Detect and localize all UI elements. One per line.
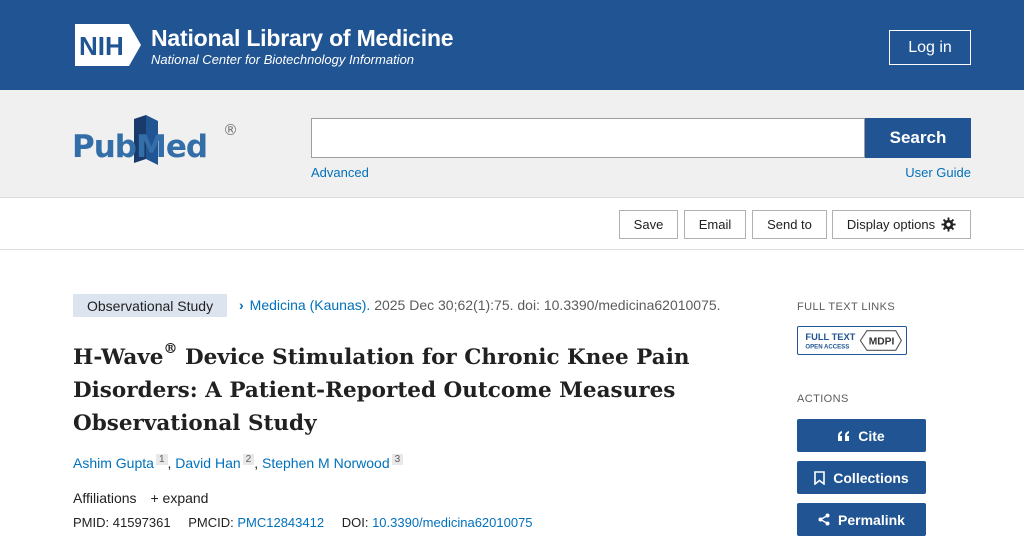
- title-part-1: H-Wave: [73, 345, 164, 371]
- expand-label: expand: [162, 490, 209, 506]
- share-icon: [818, 513, 830, 526]
- nih-title[interactable]: National Library of Medicine: [151, 25, 454, 51]
- advanced-search-link[interactable]: Advanced: [311, 165, 369, 180]
- pubmed-logo-text: PubMed: [72, 129, 208, 165]
- bookmark-icon: [814, 471, 825, 485]
- email-button[interactable]: [684, 210, 746, 239]
- doi-link[interactable]: 10.3390/medicina62010075: [372, 515, 533, 530]
- identifiers-row: [73, 515, 533, 530]
- save-button[interactable]: [619, 210, 678, 239]
- affiliation-number[interactable]: 3: [392, 454, 404, 465]
- send-to-button-label: Send to: [767, 217, 812, 232]
- pubmed-logo[interactable]: [72, 113, 242, 173]
- affiliations-expand-toggle[interactable]: [150, 490, 208, 506]
- badge-open-access: OPEN ACCESS: [805, 344, 850, 351]
- search-band: [0, 90, 1024, 198]
- author-link[interactable]: Stephen M Norwood: [262, 455, 390, 471]
- save-button-label: Save: [633, 217, 664, 232]
- citation-details: 2025 Dec 30;62(1):75. doi: 10.3390/medicina62010075.: [374, 297, 721, 313]
- display-options-button[interactable]: [832, 210, 971, 239]
- affiliations-label: Affiliations: [73, 490, 137, 506]
- nih-subtitle: National Center for Biotechnology Information: [151, 52, 415, 67]
- nih-logo-text: NIH: [79, 31, 124, 61]
- author-link[interactable]: David Han: [175, 455, 241, 471]
- citation-line: [239, 297, 721, 313]
- pmid-value: 41597361: [112, 515, 171, 530]
- author-link[interactable]: Ashim Gupta: [73, 455, 154, 471]
- search-button[interactable]: Search: [865, 118, 971, 158]
- title-registered-mark: ®: [163, 341, 178, 357]
- pubmed-registered-mark: ®: [223, 121, 238, 139]
- nih-header: [0, 0, 1024, 90]
- badge-full-text: FULL TEXT: [805, 332, 856, 343]
- plus-icon: +: [150, 490, 159, 506]
- search-input[interactable]: [311, 118, 865, 158]
- mdpi-full-text-link[interactable]: [797, 326, 907, 355]
- permalink-label: Permalink: [838, 511, 905, 528]
- article-type-badge[interactable]: Observational Study: [73, 294, 227, 317]
- author-list: Ashim Gupta 1 , David Han 2 , Stephen M Norwood 3: [73, 455, 403, 471]
- quote-icon: [838, 431, 850, 441]
- cite-label: Cite: [858, 427, 885, 444]
- article-title: [73, 336, 753, 440]
- email-button-label: Email: [698, 217, 732, 232]
- user-guide-link[interactable]: User Guide: [905, 165, 971, 180]
- cite-button[interactable]: [797, 419, 926, 452]
- nih-logo[interactable]: [73, 22, 143, 68]
- affiliation-number[interactable]: 2: [243, 454, 255, 465]
- actions-heading: ACTIONS: [797, 393, 849, 405]
- journal-link[interactable]: Medicina (Kaunas).: [249, 297, 371, 313]
- badge-mdpi: MDPI: [868, 336, 895, 348]
- pmid-label: PMID:: [73, 515, 110, 530]
- display-options-label: Display options: [846, 217, 936, 232]
- gear-icon: [941, 217, 956, 232]
- permalink-button[interactable]: [797, 503, 926, 536]
- doi-label: DOI:: [341, 515, 369, 530]
- article-toolbar: [0, 198, 1024, 250]
- affiliations-row: [73, 490, 208, 506]
- pmcid-link[interactable]: PMC12843412: [237, 515, 325, 530]
- chevron-right-icon: ›: [239, 297, 244, 313]
- pmcid-label: PMCID:: [188, 515, 234, 530]
- title-part-2: Device Stimulation for Chronic Knee Pain Disorders: A Patient-Reported Outcome Measures Observational Study: [73, 345, 690, 437]
- login-button[interactable]: Log in: [889, 30, 971, 65]
- affiliation-number[interactable]: 1: [156, 454, 168, 465]
- collections-label: Collections: [833, 469, 909, 486]
- send-to-button[interactable]: [752, 210, 827, 239]
- full-text-links-heading: FULL TEXT LINKS: [797, 301, 896, 313]
- collections-button[interactable]: [797, 461, 926, 494]
